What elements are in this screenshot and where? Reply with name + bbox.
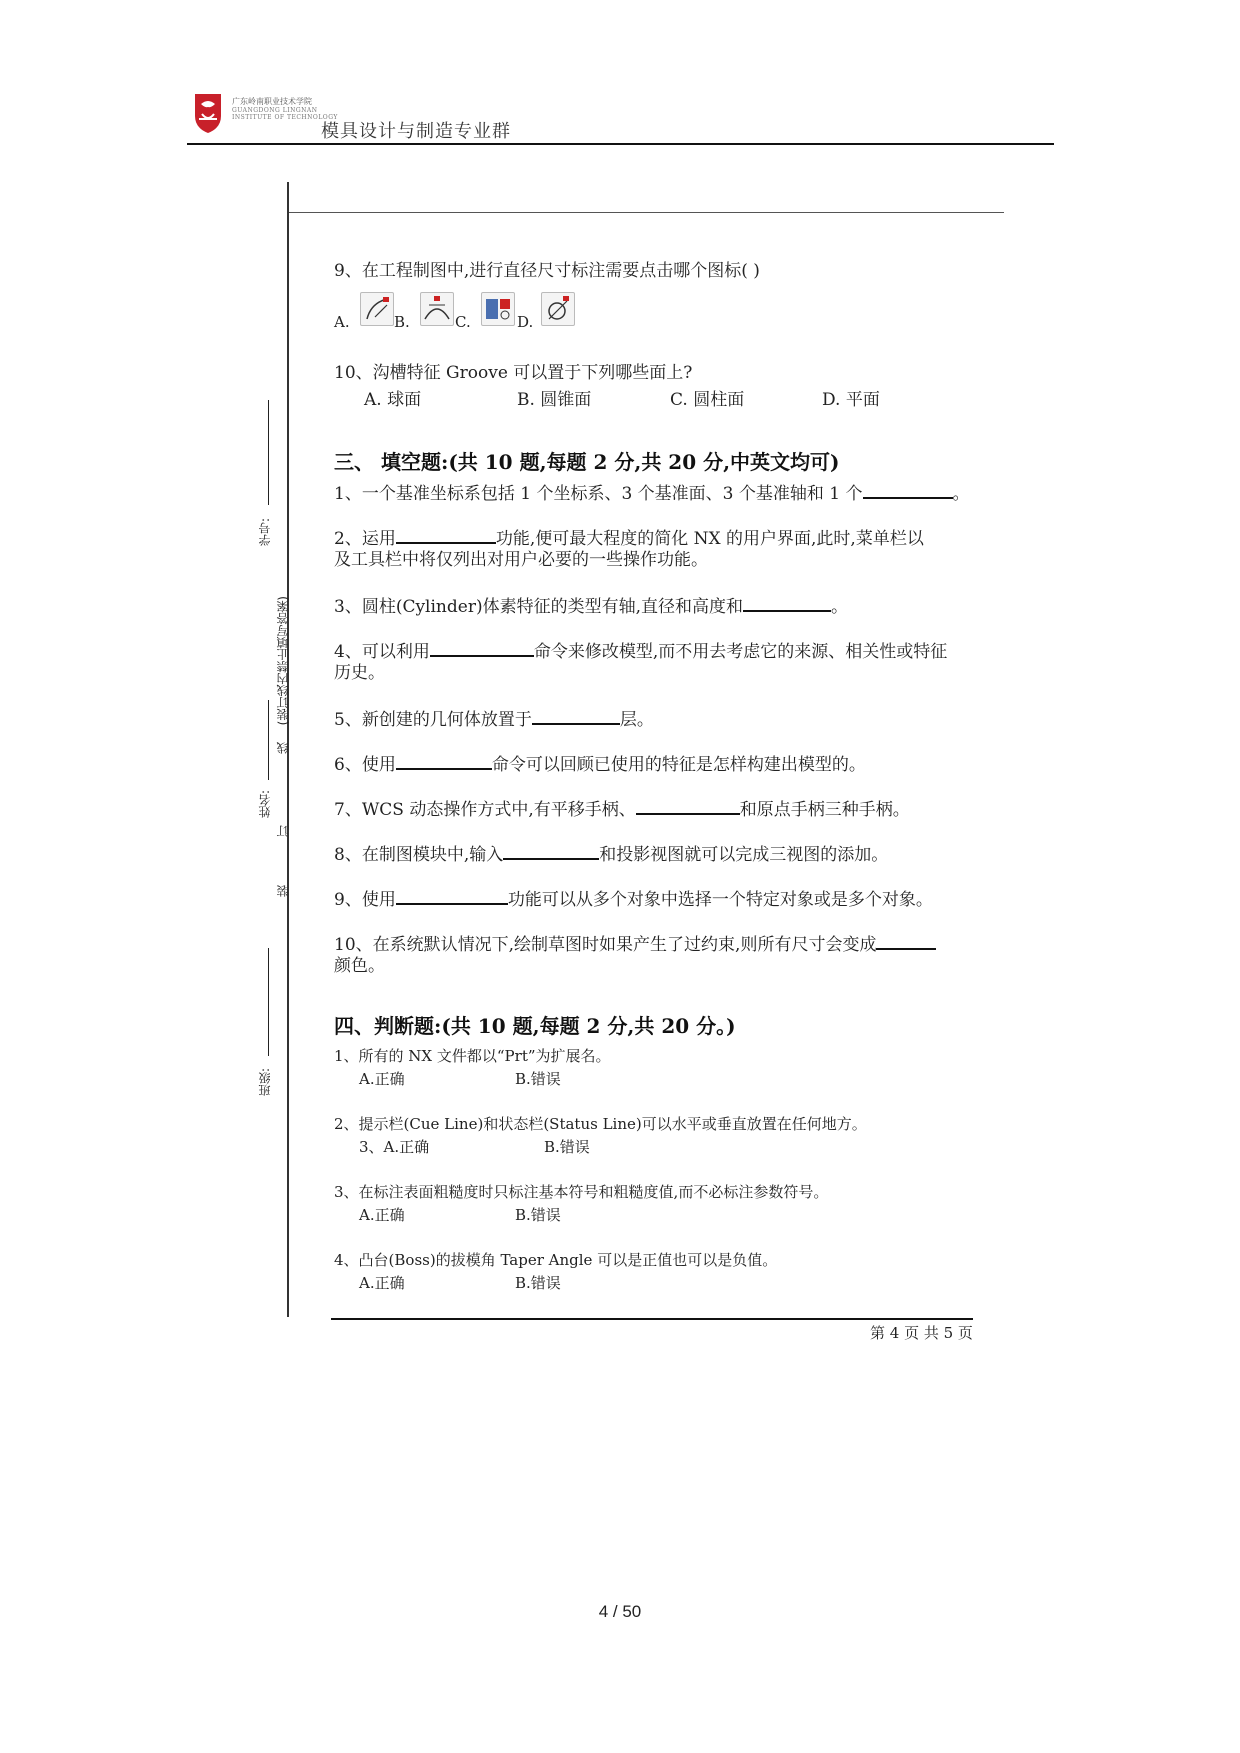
- fill-item-9: 9、使用 功能可以从多个对象中选择一个特定对象或是多个对象。: [334, 887, 933, 912]
- class-line: [268, 948, 269, 1056]
- mcq-q10-option-c: C. 圆柱面: [670, 390, 745, 410]
- fill-item-7: 7、WCS 动态操作方式中,有平移手柄、 和原点手柄三种手柄。: [334, 797, 910, 822]
- fill-item-2-line2: 及工具栏中将仅列出对用户必要的一些操作功能。: [334, 550, 708, 570]
- mcq-q9-option-c: C.: [455, 313, 471, 331]
- fill-item-10: 10、在系统默认情况下,绘制草图时如果产生了过约束,则所有尺寸会变成: [334, 932, 936, 957]
- page-number-info: 第 4 页 共 5 页: [870, 1324, 973, 1342]
- fill-item-5: 5、新创建的几何体放置于 层。: [334, 707, 654, 732]
- top-rule: [289, 212, 1004, 213]
- angular-dimension-icon[interactable]: [360, 292, 394, 326]
- name-line: [268, 700, 269, 780]
- tf-item-1-question: 1、所有的 NX 文件都以“Prt”为扩展名。: [334, 1047, 611, 1065]
- arc-dimension-icon[interactable]: [420, 292, 454, 326]
- fill-item-4: 4、可以利用 命令来修改模型,而不用去考虑它的来源、相关性或特征: [334, 639, 947, 664]
- header-title: 模具设计与制造专业群: [321, 121, 511, 142]
- answer-blank[interactable]: [532, 707, 620, 725]
- fill-item-8: 8、在制图模块中,输入 和投影视图就可以完成三视图的添加。: [334, 842, 888, 867]
- mcq-q9-text: 9、在工程制图中,进行直径尺寸标注需要点击哪个图标( ): [334, 261, 760, 281]
- tf-item-3-option-b[interactable]: B.错误: [515, 1206, 561, 1224]
- school-name-en-line2: INSTITUTE OF TECHNOLOGY: [232, 114, 338, 121]
- fill-item-3: 3、圆柱(Cylinder)体素特征的类型有轴,直径和高度和 。: [334, 594, 848, 619]
- answer-blank[interactable]: [430, 639, 534, 657]
- answer-blank[interactable]: [396, 752, 492, 770]
- tf-item-3-question: 3、在标注表面粗糙度时只标注基本符号和粗糙度值,而不必标注参数符号。: [334, 1183, 829, 1201]
- tf-item-2-option-a[interactable]: 3、A.正确: [359, 1138, 430, 1156]
- name-label: 姓名:: [258, 790, 272, 819]
- answer-blank[interactable]: [876, 932, 936, 950]
- school-name-en-line1: GUANGDONG LINGNAN: [232, 107, 318, 114]
- section3-title: 三、 填空题:(共 10 题,每题 2 分,共 20 分,中英文均可): [334, 450, 840, 474]
- mcq-q9-option-a: A.: [334, 313, 350, 331]
- mcq-q10-option-d: D. 平面: [822, 390, 880, 410]
- section4-title: 四、判断题:(共 10 题,每题 2 分,共 20 分。): [334, 1014, 736, 1038]
- binding-zhuang: 装: [276, 885, 290, 897]
- footer-divider: [331, 1318, 973, 1320]
- mcq-q10-option-a: A. 球面: [364, 390, 422, 410]
- header-divider: [187, 143, 1054, 145]
- student-id-label: 学号:: [258, 518, 272, 547]
- fill-item-10-line2: 颜色。: [334, 956, 385, 976]
- answer-blank[interactable]: [396, 526, 496, 544]
- tf-item-1-option-a[interactable]: A.正确: [359, 1070, 405, 1088]
- answer-blank[interactable]: [863, 481, 953, 499]
- binding-note: (装订线内禁止填写答案): [276, 596, 290, 726]
- mcq-q9-option-d: D.: [517, 313, 534, 331]
- school-name-cn: 广东岭南职业技术学院: [232, 97, 312, 106]
- pdf-page-indicator: 4 / 50: [598, 1602, 642, 1621]
- tf-item-1-option-b[interactable]: B.错误: [515, 1070, 561, 1088]
- answer-blank[interactable]: [743, 594, 831, 612]
- chamfer-dimension-icon[interactable]: [481, 292, 515, 326]
- answer-blank[interactable]: [503, 842, 599, 860]
- binding-ding: 订: [276, 825, 290, 837]
- tf-item-4-option-a[interactable]: A.正确: [359, 1274, 405, 1292]
- tf-item-2-option-b[interactable]: B.错误: [544, 1138, 590, 1156]
- fill-item-2: 2、运用 功能,便可最大程度的简化 NX 的用户界面,此时,菜单栏以: [334, 526, 924, 551]
- mcq-q10-text: 10、沟槽特征 Groove 可以置于下列哪些面上?: [334, 363, 693, 383]
- tf-item-2-question: 2、提示栏(Cue Line)和状态栏(Status Line)可以水平或垂直放置在任何地方。: [334, 1115, 867, 1133]
- diameter-dimension-icon[interactable]: [541, 292, 575, 326]
- student-id-line: [268, 400, 269, 505]
- tf-item-3-option-a[interactable]: A.正确: [359, 1206, 405, 1224]
- answer-blank[interactable]: [636, 797, 740, 815]
- tf-item-4-question: 4、凸台(Boss)的拔模角 Taper Angle 可以是正值也可以是负值。: [334, 1251, 778, 1269]
- binding-xian: 线: [276, 742, 290, 754]
- fill-item-6: 6、使用 命令可以回顾已使用的特征是怎样构建出模型的。: [334, 752, 866, 777]
- fill-item-4-line2: 历史。: [334, 663, 385, 683]
- fill-item-1: 1、一个基准坐标系包括 1 个坐标系、3 个基准面、3 个基准轴和 1 个 。: [334, 481, 970, 506]
- tf-item-4-option-b[interactable]: B.错误: [515, 1274, 561, 1292]
- mcq-q10-option-b: B. 圆锥面: [517, 390, 592, 410]
- class-label: 班级:: [258, 1068, 272, 1097]
- mcq-q9-option-b: B.: [394, 313, 410, 331]
- answer-blank[interactable]: [396, 887, 508, 905]
- school-logo: [193, 92, 223, 134]
